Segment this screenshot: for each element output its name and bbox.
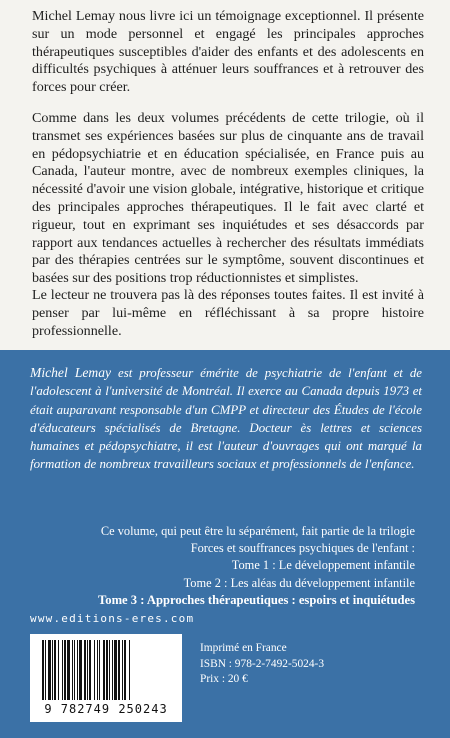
description-paragraph-1: Michel Lemay nous livre ici un témoignage exceptionnel. Il présente sur un mode personnel et engagé les principales approches thérapeutiques susceptibles d'aider des enfants et des adolescents en difficultés psychiques à atténuer leurs souffrances et à retrouver des forces pour créer. — [32, 8, 424, 96]
description-paragraph-3: Le lecteur ne trouvera pas là des réponses toutes faites. Il est invité à penser par lui-même en réfléchissant à sa propre histoire professionnelle. — [32, 287, 424, 339]
author-panel — [0, 350, 450, 738]
trilogy-title: Forces et souffrances psychiques de l'enfant : — [190, 541, 415, 556]
author-bio-text: est professeur émérite de psychiatrie de l'enfant et de l'adolescent à l'université de Montréal. Il exerce au Canada depuis 1973 et était auparavant responsable d'un CMPP et directeur des Études de l'école d'éducateurs spécialisés de Bretagne. Docteur ès lettres et sciences humaines et pédopsychiatre, il est l'auteur d'ouvrages qui ont marqué la formation de nombreux travailleurs sociaux et professionnels de l'enfance. — [30, 366, 422, 472]
price: Prix : 20 € — [200, 673, 248, 686]
publisher-website: www.editions-eres.com — [30, 612, 195, 625]
printed-in: Imprimé en France — [200, 642, 287, 654]
trilogy-tome-1: Tome 1 : Le développement infantile — [231, 558, 415, 573]
trilogy-info — [35, 523, 415, 609]
description-panel — [0, 0, 450, 350]
trilogy-tome-2: Tome 2 : Les aléas du développement infantile — [183, 575, 415, 590]
barcode-number: 9 782749 250243 — [44, 702, 168, 716]
author-bio — [30, 364, 422, 474]
description-paragraph-2: Comme dans les deux volumes précédents de cette trilogie, où il transmet ses expériences basées sur plus de cinquante ans de travail en pédopsychiatrie et en éducation spécialisée, en France puis au Canada, l'auteur montre, avec de nombreux exemples cliniques, la nécessité d'avoir une vision globale, intégrative, historique et critique des principales approches thérapeutiques. Il le fait avec clarté et rigueur, tout en exprimant ses inquiétudes et ses désaccords par rapport aux tendances actuelles à rechercher des résultats immédiats par des thérapies centrées sur le symptôme, souvent discontinues et basées sur des positions trop réductionnistes et simplistes. — [32, 110, 424, 287]
trilogy-tome-3: Tome 3 : Approches thérapeutiques : espoirs et inquiétudes — [98, 592, 415, 607]
print-info — [200, 641, 324, 688]
isbn: ISBN : 978-2-7492-5024-3 — [200, 657, 325, 670]
trilogy-intro: Ce volume, qui peut être lu séparément, fait partie de la trilogie — [100, 524, 415, 538]
barcode-bars-icon — [42, 640, 170, 700]
barcode — [30, 634, 182, 722]
author-name: Michel Lemay — [30, 365, 112, 380]
